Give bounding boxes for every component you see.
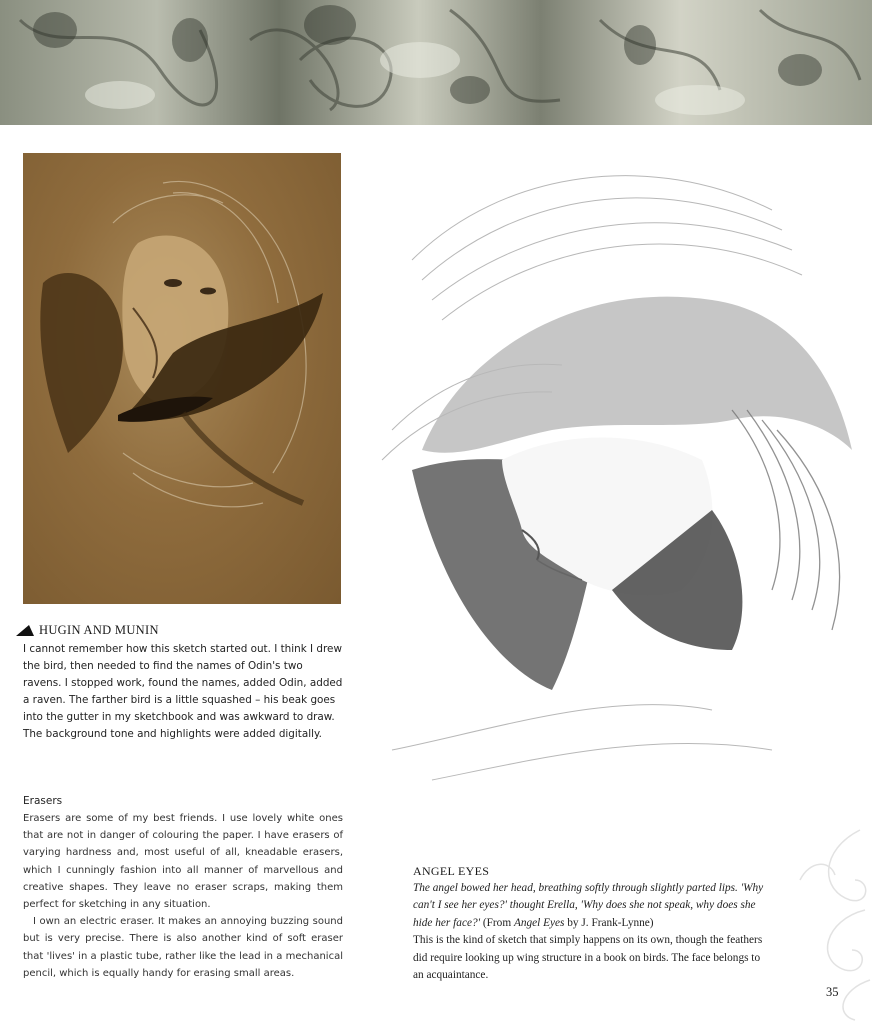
decorative-banner-image: [0, 0, 872, 125]
hugin-and-munin-title-text: HUGIN AND MUNIN: [39, 623, 159, 637]
hugin-and-munin-caption: [23, 641, 343, 743]
hugin-and-munin-title: [18, 623, 159, 638]
angel-eyes-text: This is the kind of sketch that simply happens on its own, though the feathers did require looking up wing structure in a book on birds. The face belongs to an acquaintance.: [413, 934, 763, 982]
angel-eyes-title: ANGEL EYES: [413, 864, 490, 878]
angel-eyes-source-suffix: by J. Frank-Lynne): [564, 916, 654, 929]
angel-eyes-quote: The angel bowed her head, breathing softly through slightly parted lips. 'Why can't I see her eyes?' thought Erella, 'Why does she not speak, why does she hide her face?': [413, 882, 764, 929]
erasers-paragraph-1: Erasers are some of my best friends. I use lovely white ones that are not in danger of colouring the paper. I have erasers of varying hardness and, most useful of all, kneadable erasers, which I cunningly fashion into all manner of marvellous and creative shapes. They leave no eraser scraps, making them perfect for sketching in any situation.: [23, 813, 343, 911]
triangle-marker-icon: [16, 625, 38, 636]
erasers-heading: Erasers: [23, 795, 63, 807]
page-number: 35: [826, 985, 839, 999]
hugin-and-munin-text: I cannot remember how this sketch started out. I think I drew the bird, then needed to find the names of Odin's two ravens. I stopped work, found the names, added Odin, added a raven. The farther bird is a little squashed – his beak goes into the gutter in my sketchbook and was awkward to draw. The background tone and highlights were added digitally.: [23, 643, 343, 740]
angel-eyes-quote-line: [413, 880, 773, 932]
angel-eyes-caption: [413, 880, 773, 984]
erasers-body: [23, 810, 343, 982]
erasers-paragraph-2: I own an electric eraser. It makes an annoying buzzing sound but is very precise. There is also another kind of soft eraser that 'lives' in a plastic tube, rather like the lead in a mechanical pencil, which is equally handy for erasing small areas.: [23, 916, 343, 979]
hugin-and-munin-illustration: [23, 153, 341, 604]
angel-eyes-source-title: Angel Eyes: [513, 916, 565, 929]
angel-eyes-illustration: [352, 130, 872, 820]
angel-eyes-source-prefix: (From: [482, 916, 514, 929]
